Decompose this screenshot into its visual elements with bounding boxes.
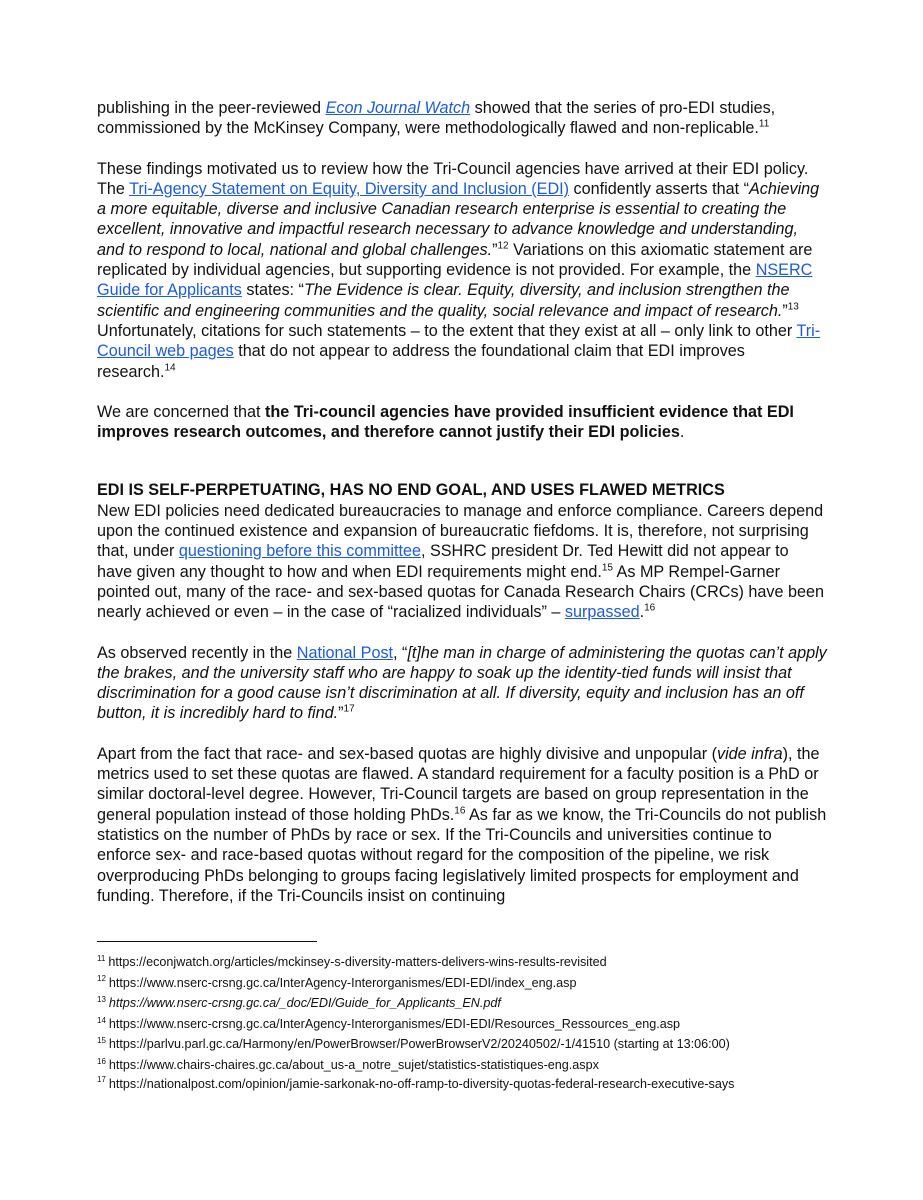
link-questioning-committee[interactable]: questioning before this committee bbox=[178, 542, 421, 561]
link-surpassed[interactable]: surpassed bbox=[564, 603, 640, 622]
paragraph-concern: We are concerned that the Tri-council agencies have provided insufficient evidence that EDI improves research outcomes, and therefore cannot justify their EDI policies. bbox=[97, 402, 794, 442]
paragraph-metrics: Apart from the fact that race- and sex-based quotas are highly divisive and unpopular (vide infra), the metrics used to set these quotas are flawed. A standard requirement for a faculty position is a PhD or similar doctoral-level degree. However, Tri-Council targets are based on group representation in the general population instead of those holding PhDs.$^{16}$ As far as we know, the Tri-Councils do not publish statistics on the number of PhDs by race or sex. If the Tri-Councils and universities continue to enforce sex- and race-based quotas without regard for the composition of the pipeline, we risk overproducing PhDs belonging to groups facing legislatively limited prospects for employment and funding. Therefore, if the Tri-Councils insist on continuing bbox=[97, 744, 827, 905]
footnote-ref-15: 15 bbox=[601, 562, 613, 574]
document-body bbox=[97, 98, 827, 926]
footnote-ref-13: 13 bbox=[787, 301, 799, 313]
paragraph-tri-agency: These findings motivated us to review how the Tri-Council agencies have arrived at their EDI policy. The Tri-Agency Statement on Equity, Diversity and Inclusion (EDI) confidently asserts that “Achieving a more equitable, diverse and inclusive Canadian research enterprise is essential to creating the excellent, innovative and impactful research necessary to advance knowledge and understanding, and to respond to local, national and global challenges.”$^{12}$ Variations on this axiomatic statement are replicated by individual agencies, but supporting evidence is not provided. For example, the NSERC Guide for Applicants states: “The Evidence is clear. Equity, diversity, and inclusion strengthen the scientific and engineering communities and the quality, social relevance and impact of research.”$^{13}$ Unfortunately, citations for such statements – to the extent that they exist at all – only link to other Tri-Council web pages that do not appear to address the foundational claim that EDI improves research.$^{14}$ bbox=[97, 159, 821, 381]
paragraph-mckinsey: publishing in the peer-reviewed Econ Journal Watch showed that the series of pro-EDI studies, commissioned by the McKinsey Company, were methodologically flawed and non-replicable.$^{11}$ bbox=[97, 99, 776, 138]
footnote-14: $^{14}$ https://www.nserc-crsng.gc.ca/InterAgency-Interorganismes/EDI-EDI/Resources_Ressources_eng.asp bbox=[97, 1015, 681, 1031]
footnotes bbox=[97, 952, 837, 1092]
link-econ-journal-watch[interactable]: Econ Journal Watch bbox=[325, 99, 471, 117]
footnote-ref-14: 14 bbox=[164, 362, 176, 374]
footnote-17: $^{17}$ https://nationalpost.com/opinion/jamie-sarkonak-no-off-ramp-to-diversity-quotas-federal-research-executive-says bbox=[97, 1075, 735, 1091]
footnote-ref-16: 16 bbox=[644, 602, 656, 614]
footnote-16: $^{16}$ https://www.chairs-chaires.gc.ca/about_us-a_notre_sujet/statistics-statistiques-eng.aspx bbox=[97, 1056, 599, 1072]
footnote-ref-12: 12 bbox=[497, 240, 509, 252]
link-tri-council-web-pages[interactable]: Tri-Council web pages bbox=[97, 321, 821, 361]
section-self-perpetuating bbox=[97, 480, 827, 622]
footnote-11: $^{11}$ https://econjwatch.org/articles/mckinsey-s-diversity-matters-delivers-wins-results-revisited bbox=[97, 953, 607, 969]
link-tri-agency-statement[interactable]: Tri-Agency Statement on Equity, Diversity and Inclusion (EDI) bbox=[129, 179, 570, 198]
link-nserc-guide[interactable]: NSERC Guide for Applicants bbox=[97, 261, 813, 300]
footnote-ref-11: 11 bbox=[758, 118, 770, 130]
footnote-divider bbox=[97, 941, 317, 942]
footnote-12: $^{12}$ https://www.nserc-crsng.gc.ca/InterAgency-Interorganismes/EDI-EDI/index_eng.asp bbox=[97, 974, 577, 990]
footnote-ref-17: 17 bbox=[343, 704, 355, 716]
section-heading: EDI IS SELF-PERPETUATING, HAS NO END GOAL, AND USES FLAWED METRICS bbox=[97, 481, 725, 500]
footnote-ref-16b: 16 bbox=[454, 805, 466, 817]
link-national-post[interactable]: National Post bbox=[296, 643, 394, 662]
paragraph-national-post: As observed recently in the National Post, “[t]he man in charge of administering the quotas can’t apply the brakes, and the university staff who are happy to soak up the identity-tied funds will insist that discrimination for a good cause isn’t discrimination at all. If diversity, equity and inclusion has an off button, it is incredibly hard to find.”$^{17}$ bbox=[97, 643, 827, 723]
paragraph-bureaucracy: New EDI policies need dedicated bureaucracies to manage and enforce compliance. Careers depend upon the continued existence and expansion of bureaucratic fiefdoms. It is, therefore, not surprising that, under questioning before this committee, SSHRC president Dr. Ted Hewitt did not appear to have given any thought to how and when EDI requirements might end.$^{15}$ As MP Rempel-Garner pointed out, many of the race- and sex-based quotas for Canada Research Chairs (CRCs) have been nearly achieved or even – in the case of “racialized individuals” – surpassed.$^{16}$ bbox=[97, 501, 825, 622]
footnote-15: $^{15}$ https://parlvu.parl.gc.ca/Harmony/en/PowerBrowser/PowerBrowserV2/20240502/-1/41510 (starting at 13:06:00) bbox=[97, 1036, 730, 1052]
footnote-13: $^{13}$ https://www.nserc-crsng.gc.ca/_doc/EDI/Guide_for_Applicants_EN.pdf bbox=[97, 995, 501, 1011]
